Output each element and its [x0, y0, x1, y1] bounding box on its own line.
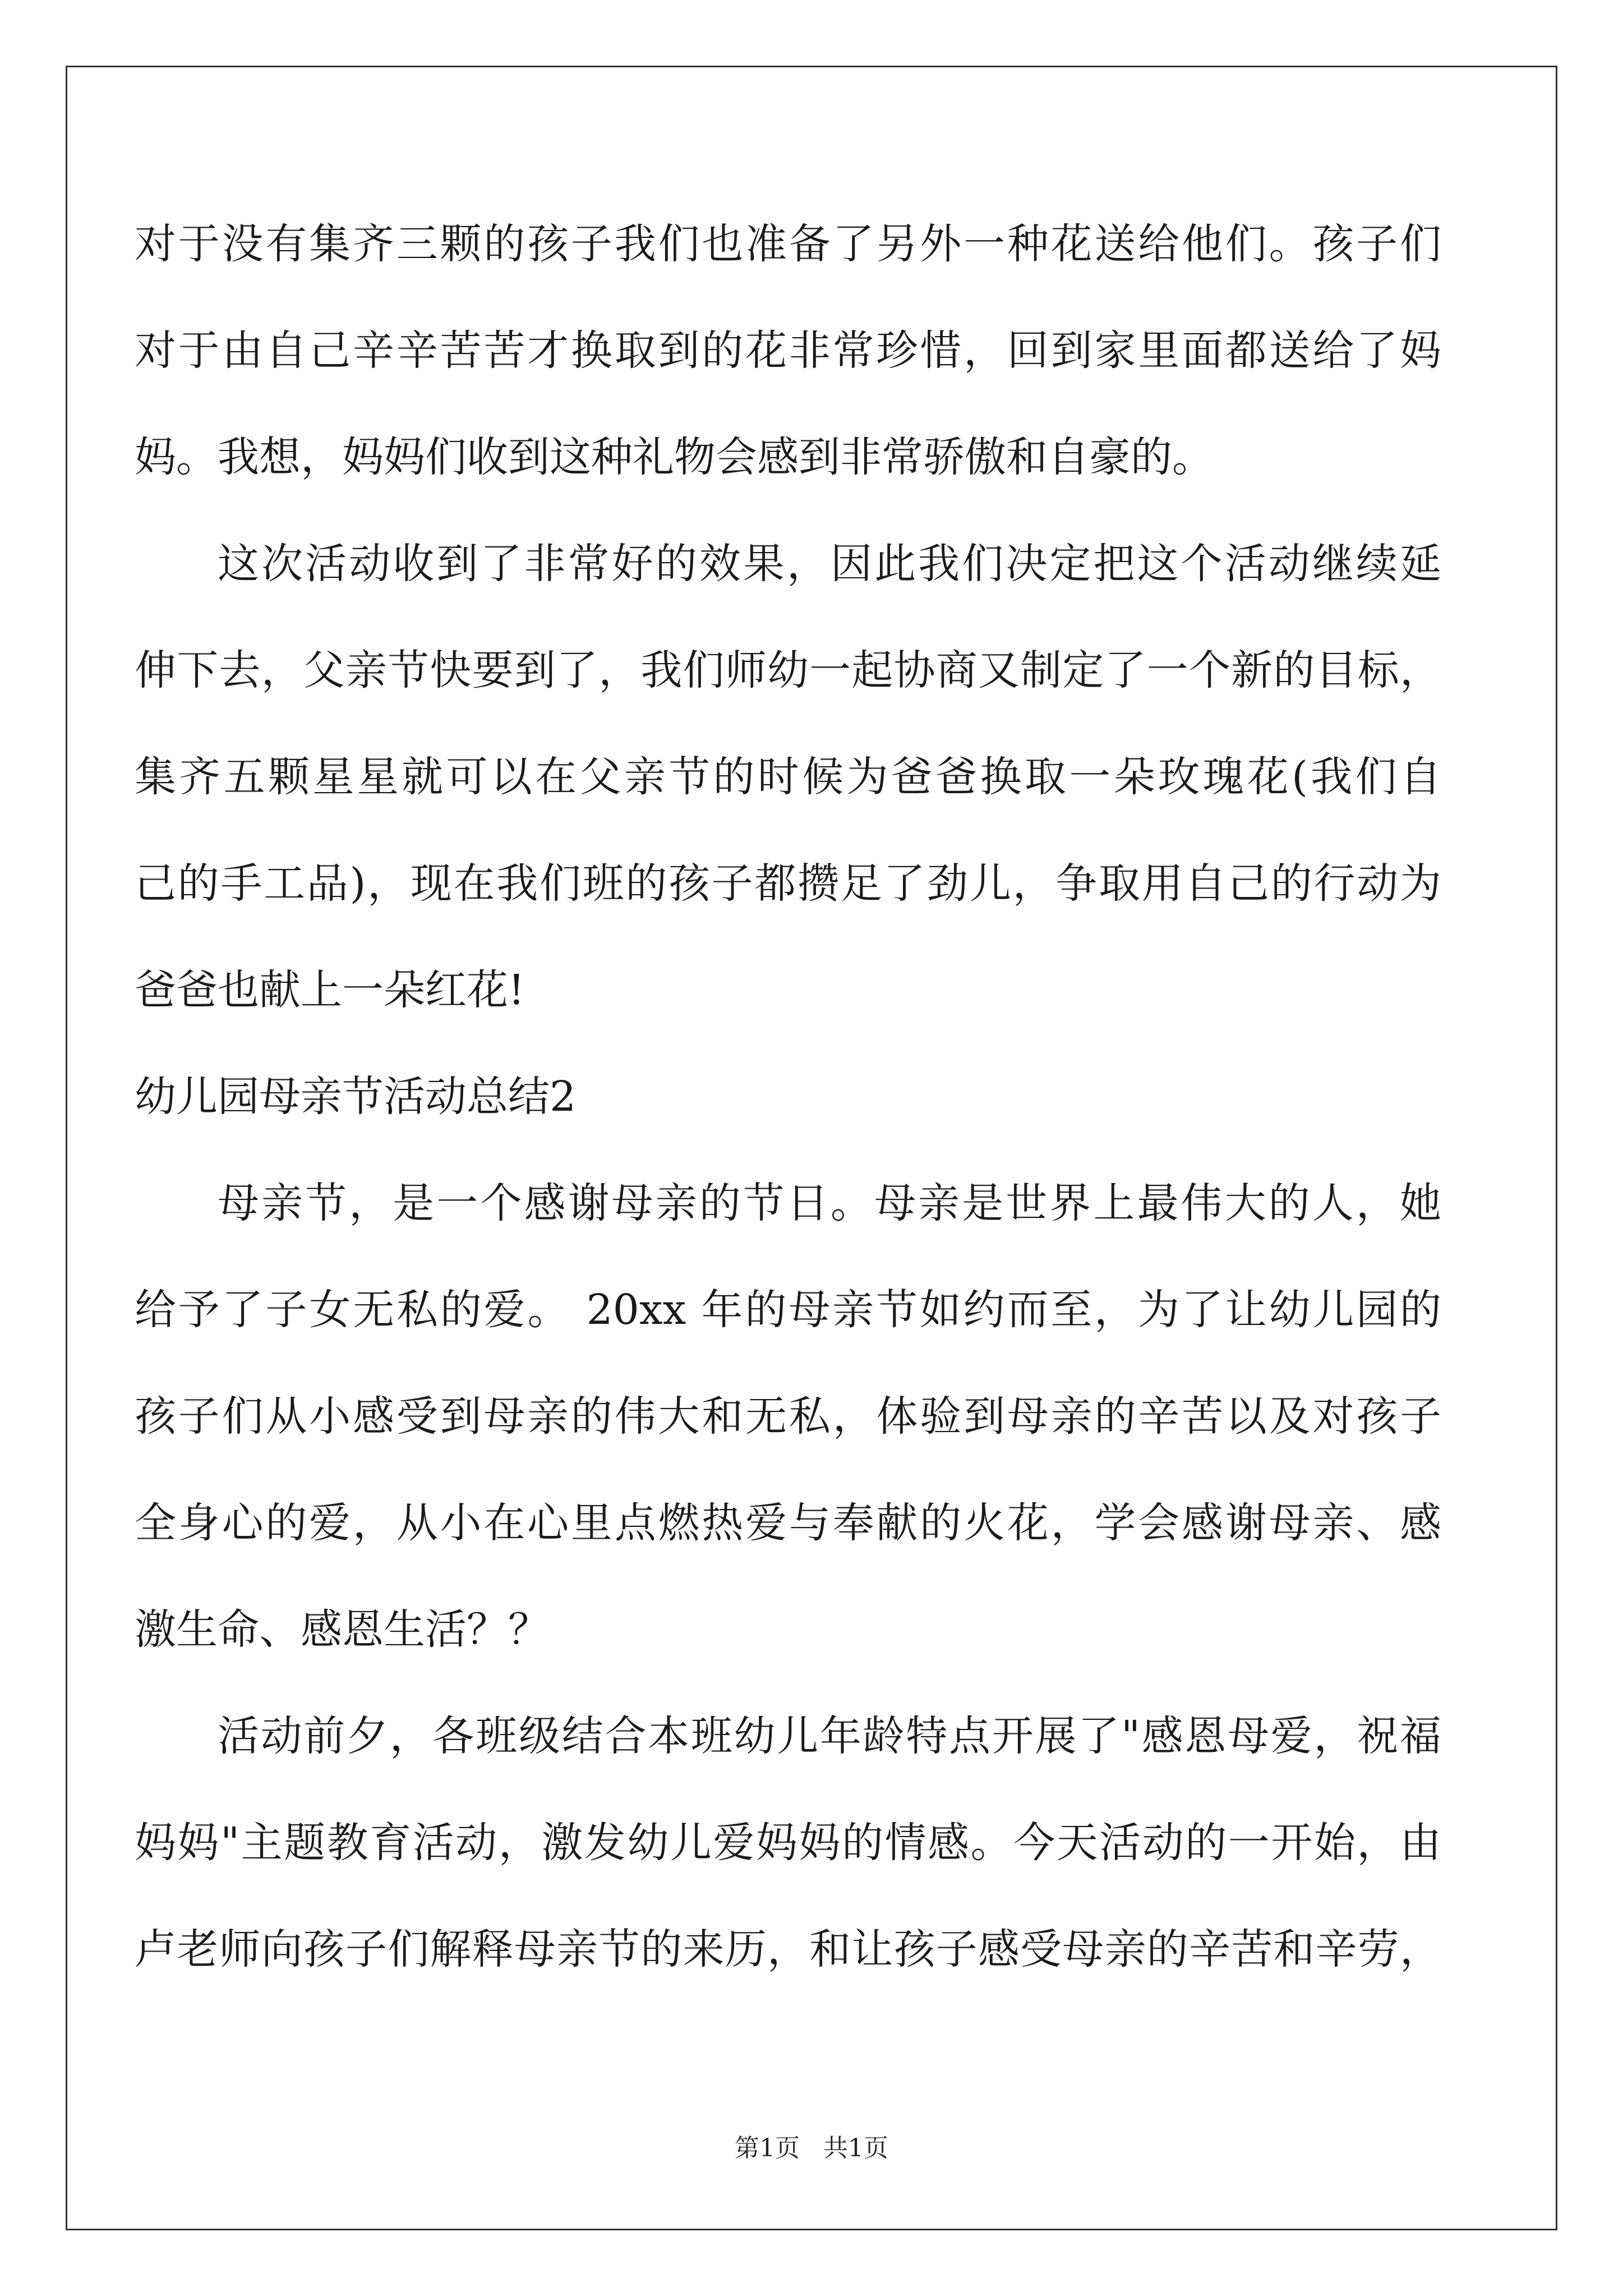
section-heading: 幼儿园母亲节活动总结2	[135, 1073, 577, 1121]
text-line: 对于没有集齐三颗的孩子我们也准备了另外一种花送给他们。孩子们	[135, 220, 1441, 268]
text-line: 卢老师向孩子们解释母亲节的来历，和让孩子感受母亲的辛苦和辛劳，	[135, 1925, 1441, 1973]
text-line: 活动前夕，各班级结合本班幼儿年龄特点开展了"感恩母爱，祝福	[218, 1712, 1441, 1760]
text-line: 母亲节，是一个感谢母亲的节日。母亲是世界上最伟大的人，她	[218, 1179, 1441, 1227]
text-line: 爸爸也献上一朵红花!	[135, 966, 525, 1014]
text-line: 这次活动收到了非常好的效果，因此我们决定把这个活动继续延	[218, 540, 1441, 588]
document-body	[135, 191, 1441, 2003]
text-line: 孩子们从小感受到母亲的伟大和无私，体验到母亲的辛苦以及对孩子	[135, 1392, 1441, 1441]
text-line: 给予了子女无私的爱。 20xx 年的母亲节如约而至，为了让幼儿园的	[135, 1286, 1441, 1334]
text-line: 妈妈"主题教育活动，激发幼儿爱妈妈的情感。今天活动的一开始，由	[135, 1819, 1441, 1867]
text-line: 集齐五颗星星就可以在父亲节的时候为爸爸换取一朵玫瑰花(我们自	[135, 753, 1441, 801]
text-line: 对于由自己辛辛苦苦才换取到的花非常珍惜，回到家里面都送给了妈	[135, 326, 1441, 375]
text-line: 己的手工品)，现在我们班的孩子都攒足了劲儿，争取用自己的行动为	[135, 859, 1441, 908]
page-number: 第1页 共1页	[735, 2134, 888, 2162]
text-line: 激生命、感恩生活？？	[135, 1605, 550, 1654]
text-line: 伸下去，父亲节快要到了，我们师幼一起协商又制定了一个新的目标，	[135, 646, 1441, 694]
page-footer	[0, 2132, 1623, 2165]
text-line: 妈。我想，妈妈们收到这种礼物会感到非常骄傲和自豪的。	[135, 433, 1214, 481]
text-line: 全身心的爱，从小在心里点燃热爱与奉献的火花，学会感谢母亲、感	[135, 1499, 1441, 1547]
